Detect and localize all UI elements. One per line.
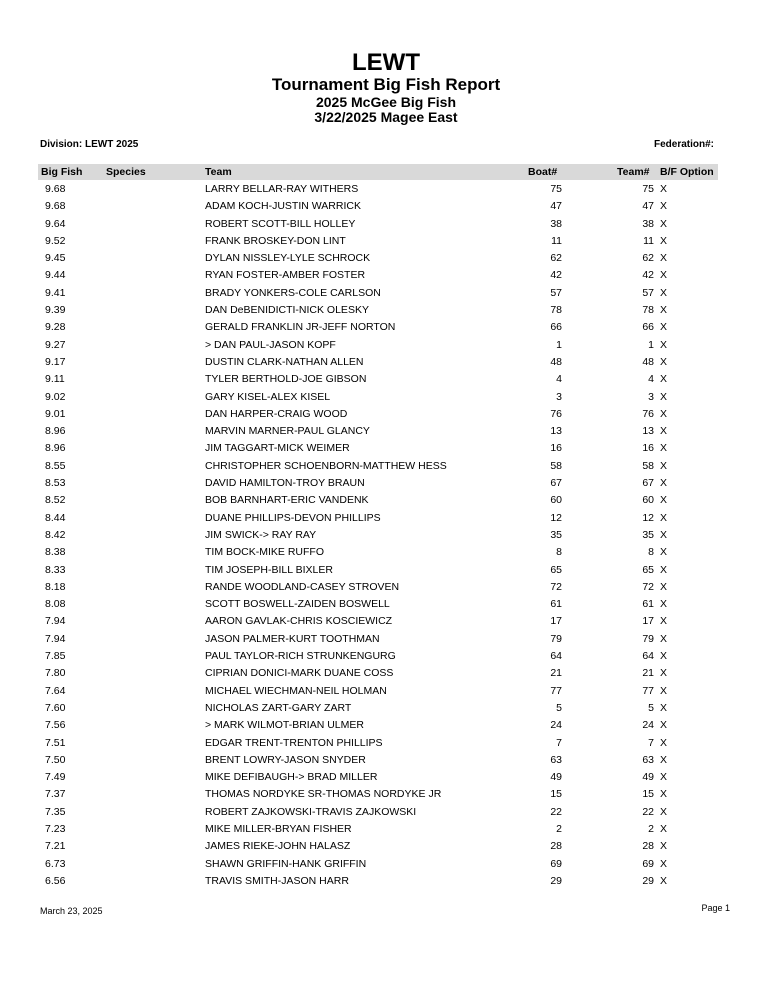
bf-option-cell: X bbox=[660, 667, 668, 680]
division-label: Division: LEWT 2025 bbox=[40, 139, 139, 150]
boat-cell: 29 bbox=[550, 874, 562, 887]
report-subtitle: Tournament Big Fish Report bbox=[271, 75, 501, 94]
boat-cell: 2 bbox=[556, 822, 562, 835]
boat-cell: 7 bbox=[556, 736, 562, 749]
team-num-cell: 78 bbox=[642, 304, 654, 317]
team-num-cell: 60 bbox=[642, 494, 654, 507]
big-fish-cell: 9.01 bbox=[45, 407, 66, 420]
table-row bbox=[0, 527, 772, 544]
team-cell: RYAN FOSTER-AMBER FOSTER bbox=[205, 269, 366, 282]
team-cell: JAMES RIEKE-JOHN HALASZ bbox=[205, 840, 351, 853]
team-cell: MIKE MILLER-BRYAN FISHER bbox=[205, 822, 352, 835]
team-num-cell: 72 bbox=[642, 580, 654, 593]
big-fish-cell: 9.27 bbox=[45, 338, 66, 351]
boat-cell: 35 bbox=[550, 528, 562, 541]
big-fish-cell: 9.68 bbox=[45, 200, 66, 213]
bf-option-cell: X bbox=[660, 442, 668, 455]
table-row bbox=[0, 856, 772, 873]
bf-option-cell: X bbox=[660, 805, 668, 818]
footer-date: March 23, 2025 bbox=[40, 906, 103, 916]
boat-cell: 13 bbox=[550, 425, 562, 438]
big-fish-cell: 7.64 bbox=[45, 684, 66, 697]
big-fish-cell: 7.49 bbox=[45, 771, 66, 784]
team-cell: TRAVIS SMITH-JASON HARR bbox=[205, 874, 349, 887]
team-num-cell: 17 bbox=[642, 615, 654, 628]
bf-option-cell: X bbox=[660, 615, 668, 628]
team-num-cell: 42 bbox=[642, 269, 654, 282]
boat-cell: 11 bbox=[551, 234, 562, 247]
bf-option-cell: X bbox=[660, 407, 668, 420]
team-cell: TIM JOSEPH-BILL BIXLER bbox=[205, 563, 333, 576]
table-row bbox=[0, 302, 772, 319]
big-fish-cell: 8.33 bbox=[45, 563, 66, 576]
table-row bbox=[0, 423, 772, 440]
big-fish-cell: 9.52 bbox=[45, 234, 66, 247]
team-num-cell: 1 bbox=[648, 338, 654, 351]
big-fish-cell: 9.02 bbox=[45, 390, 66, 403]
table-row bbox=[0, 440, 772, 457]
team-num-cell: 79 bbox=[642, 632, 654, 645]
bf-option-cell: X bbox=[660, 546, 668, 559]
team-cell: TIM BOCK-MIKE RUFFO bbox=[205, 546, 324, 559]
team-cell: LARRY BELLAR-RAY WITHERS bbox=[205, 183, 359, 195]
bf-option-cell: X bbox=[660, 874, 668, 887]
team-cell: > DAN PAUL-JASON KOPF bbox=[205, 338, 336, 351]
team-cell: ROBERT SCOTT-BILL HOLLEY bbox=[205, 217, 356, 230]
boat-cell: 17 bbox=[550, 615, 562, 628]
bf-option-cell: X bbox=[660, 563, 668, 576]
big-fish-cell: 8.18 bbox=[45, 580, 66, 593]
big-fish-cell: 7.50 bbox=[45, 753, 66, 766]
team-num-cell: 57 bbox=[642, 286, 654, 299]
team-num-cell: 24 bbox=[642, 719, 654, 732]
boat-cell: 75 bbox=[550, 183, 562, 195]
table-row bbox=[0, 267, 772, 284]
team-num-cell: 28 bbox=[642, 840, 654, 853]
col-big-fish: Big Fish bbox=[41, 166, 83, 178]
bf-option-cell: X bbox=[660, 217, 668, 230]
bf-option-cell: X bbox=[660, 840, 668, 853]
big-fish-cell: 8.08 bbox=[45, 598, 66, 611]
team-cell: CIPRIAN DONICI-MARK DUANE COSS bbox=[205, 667, 394, 680]
team-cell: MICHAEL WIECHMAN-NEIL HOLMAN bbox=[205, 684, 387, 697]
big-fish-cell: 8.38 bbox=[45, 546, 66, 559]
team-num-cell: 22 bbox=[642, 805, 654, 818]
boat-cell: 12 bbox=[550, 511, 562, 524]
big-fish-cell: 9.64 bbox=[45, 217, 66, 230]
boat-cell: 66 bbox=[550, 321, 562, 334]
team-cell: ADAM KOCH-JUSTIN WARRICK bbox=[205, 200, 361, 213]
team-cell: DUSTIN CLARK-NATHAN ALLEN bbox=[205, 355, 364, 368]
big-fish-cell: 8.96 bbox=[45, 442, 66, 455]
table-body bbox=[0, 181, 772, 890]
team-cell: MIKE DEFIBAUGH-> BRAD MILLER bbox=[205, 771, 378, 784]
big-fish-cell: 6.73 bbox=[45, 857, 66, 870]
boat-cell: 61 bbox=[550, 598, 562, 611]
boat-cell: 5 bbox=[556, 701, 562, 714]
team-cell: PAUL TAYLOR-RICH STRUNKENGURG bbox=[205, 650, 396, 663]
table-row bbox=[0, 544, 772, 561]
big-fish-cell: 8.44 bbox=[45, 511, 66, 524]
bf-option-cell: X bbox=[660, 632, 668, 645]
team-num-cell: 76 bbox=[642, 407, 654, 420]
team-num-cell: 4 bbox=[648, 373, 654, 386]
big-fish-cell: 7.35 bbox=[45, 805, 66, 818]
table-row bbox=[0, 458, 772, 475]
big-fish-cell: 9.44 bbox=[45, 269, 66, 282]
team-num-cell: 48 bbox=[642, 355, 654, 368]
team-num-cell: 29 bbox=[642, 874, 654, 887]
bf-option-cell: X bbox=[660, 459, 668, 472]
table-row bbox=[0, 475, 772, 492]
team-num-cell: 35 bbox=[642, 528, 654, 541]
bf-option-cell: X bbox=[660, 373, 668, 386]
team-num-cell: 8 bbox=[648, 546, 654, 559]
big-fish-cell: 9.39 bbox=[45, 304, 66, 317]
event-name: 2025 McGee Big Fish bbox=[315, 94, 457, 110]
big-fish-cell: 9.45 bbox=[45, 252, 66, 265]
col-boat: Boat# bbox=[528, 166, 558, 178]
col-team-num: Team# bbox=[617, 166, 650, 178]
bf-option-cell: X bbox=[660, 719, 668, 732]
team-num-cell: 11 bbox=[643, 234, 654, 247]
table-row bbox=[0, 389, 772, 406]
table-row bbox=[0, 216, 772, 233]
boat-cell: 22 bbox=[550, 805, 562, 818]
big-fish-cell: 7.94 bbox=[45, 615, 66, 628]
big-fish-cell: 8.42 bbox=[45, 528, 66, 541]
boat-cell: 28 bbox=[550, 840, 562, 853]
bf-option-cell: X bbox=[660, 252, 668, 265]
col-bf-option: B/F Option bbox=[660, 166, 714, 178]
table-row bbox=[0, 613, 772, 630]
table-row bbox=[0, 510, 772, 527]
bf-option-cell: X bbox=[660, 771, 668, 784]
bf-option-cell: X bbox=[660, 511, 668, 524]
team-num-cell: 12 bbox=[642, 511, 654, 524]
boat-cell: 16 bbox=[550, 442, 562, 455]
bf-option-cell: X bbox=[660, 355, 668, 368]
boat-cell: 57 bbox=[550, 286, 562, 299]
bf-option-cell: X bbox=[660, 183, 668, 195]
table-row bbox=[0, 683, 772, 700]
big-fish-cell: 8.52 bbox=[45, 494, 66, 507]
bf-option-cell: X bbox=[660, 321, 668, 334]
team-num-cell: 16 bbox=[642, 442, 654, 455]
table-row bbox=[0, 337, 772, 354]
team-num-cell: 3 bbox=[648, 390, 654, 403]
team-num-cell: 67 bbox=[642, 477, 654, 490]
boat-cell: 69 bbox=[550, 857, 562, 870]
boat-cell: 15 bbox=[550, 788, 562, 801]
boat-cell: 4 bbox=[556, 373, 562, 386]
report-title: LEWT bbox=[352, 49, 420, 76]
bf-option-cell: X bbox=[660, 701, 668, 714]
team-cell: EDGAR TRENT-TRENTON PHILLIPS bbox=[205, 736, 383, 749]
bf-option-cell: X bbox=[660, 304, 668, 317]
team-cell: FRANK BROSKEY-DON LINT bbox=[205, 234, 346, 247]
team-cell: DAN HARPER-CRAIG WOOD bbox=[205, 407, 348, 420]
team-num-cell: 38 bbox=[642, 217, 654, 230]
table-row bbox=[0, 735, 772, 752]
big-fish-cell: 9.41 bbox=[45, 286, 66, 299]
page-number: Page 1 bbox=[701, 903, 730, 913]
team-num-cell: 58 bbox=[642, 459, 654, 472]
team-num-cell: 15 bbox=[642, 788, 654, 801]
team-num-cell: 47 bbox=[642, 200, 654, 213]
bf-option-cell: X bbox=[660, 753, 668, 766]
big-fish-cell: 7.94 bbox=[45, 632, 66, 645]
team-num-cell: 63 bbox=[642, 753, 654, 766]
table-row bbox=[0, 631, 772, 648]
big-fish-cell: 9.17 bbox=[45, 355, 66, 368]
team-num-cell: 69 bbox=[642, 857, 654, 870]
team-num-cell: 49 bbox=[642, 771, 654, 784]
boat-cell: 3 bbox=[556, 390, 562, 403]
team-cell: THOMAS NORDYKE SR-THOMAS NORDYKE JR bbox=[205, 788, 442, 801]
table-row bbox=[0, 579, 772, 596]
team-num-cell: 64 bbox=[642, 650, 654, 663]
boat-cell: 24 bbox=[550, 719, 562, 732]
team-num-cell: 61 bbox=[642, 598, 654, 611]
big-fish-cell: 7.23 bbox=[45, 822, 66, 835]
boat-cell: 49 bbox=[550, 771, 562, 784]
bf-option-cell: X bbox=[660, 788, 668, 801]
bf-option-cell: X bbox=[660, 598, 668, 611]
team-cell: TYLER BERTHOLD-JOE GIBSON bbox=[205, 373, 367, 386]
bf-option-cell: X bbox=[660, 425, 668, 438]
bf-option-cell: X bbox=[660, 234, 668, 247]
bf-option-cell: X bbox=[660, 269, 668, 282]
boat-cell: 67 bbox=[550, 477, 562, 490]
boat-cell: 38 bbox=[550, 217, 562, 230]
team-num-cell: 13 bbox=[642, 425, 654, 438]
bf-option-cell: X bbox=[660, 684, 668, 697]
team-cell: JIM SWICK-> RAY RAY bbox=[205, 528, 317, 541]
team-cell: SCOTT BOSWELL-ZAIDEN BOSWELL bbox=[205, 598, 390, 611]
boat-cell: 79 bbox=[550, 632, 562, 645]
boat-cell: 21 bbox=[550, 667, 562, 680]
big-fish-cell: 9.28 bbox=[45, 321, 66, 334]
team-cell: SHAWN GRIFFIN-HANK GRIFFIN bbox=[205, 857, 367, 870]
table-row bbox=[0, 233, 772, 250]
table-row bbox=[0, 406, 772, 423]
team-num-cell: 5 bbox=[648, 701, 654, 714]
team-num-cell: 75 bbox=[642, 183, 654, 195]
team-num-cell: 77 bbox=[642, 684, 654, 697]
team-cell: MARVIN MARNER-PAUL GLANCY bbox=[205, 425, 370, 438]
table-row bbox=[0, 873, 772, 890]
team-cell: CHRISTOPHER SCHOENBORN-MATTHEW HESS bbox=[205, 459, 447, 472]
bf-option-cell: X bbox=[660, 494, 668, 507]
big-fish-cell: 7.56 bbox=[45, 719, 66, 732]
table-row bbox=[0, 354, 772, 371]
boat-cell: 64 bbox=[550, 650, 562, 663]
team-cell: BOB BARNHART-ERIC VANDENK bbox=[205, 494, 369, 507]
boat-cell: 48 bbox=[550, 355, 562, 368]
table-row bbox=[0, 371, 772, 388]
team-num-cell: 7 bbox=[648, 736, 654, 749]
bf-option-cell: X bbox=[660, 580, 668, 593]
big-fish-cell: 7.51 bbox=[45, 736, 66, 749]
team-cell: DYLAN NISSLEY-LYLE SCHROCK bbox=[205, 252, 371, 265]
table-row bbox=[0, 181, 772, 198]
team-cell: DAN DeBENIDICTI-NICK OLESKY bbox=[205, 304, 369, 317]
boat-cell: 58 bbox=[550, 459, 562, 472]
team-cell: DAVID HAMILTON-TROY BRAUN bbox=[205, 477, 365, 490]
table-row bbox=[0, 786, 772, 803]
big-fish-cell: 7.85 bbox=[45, 650, 66, 663]
boat-cell: 63 bbox=[550, 753, 562, 766]
bf-option-cell: X bbox=[660, 338, 668, 351]
team-cell: AARON GAVLAK-CHRIS KOSCIEWICZ bbox=[205, 615, 393, 628]
big-fish-cell: 6.56 bbox=[45, 874, 66, 887]
table-row bbox=[0, 596, 772, 613]
col-species: Species bbox=[106, 166, 146, 178]
boat-cell: 76 bbox=[550, 407, 562, 420]
table-row bbox=[0, 700, 772, 717]
big-fish-cell: 7.37 bbox=[45, 788, 66, 801]
big-fish-cell: 8.55 bbox=[45, 459, 66, 472]
table-row bbox=[0, 752, 772, 769]
team-num-cell: 21 bbox=[642, 667, 654, 680]
big-fish-cell: 7.21 bbox=[45, 840, 66, 853]
table-row bbox=[0, 769, 772, 786]
bf-option-cell: X bbox=[660, 528, 668, 541]
big-fish-cell: 8.53 bbox=[45, 477, 66, 490]
big-fish-cell: 7.60 bbox=[45, 701, 66, 714]
table-row bbox=[0, 717, 772, 734]
table-row bbox=[0, 804, 772, 821]
team-cell: BRENT LOWRY-JASON SNYDER bbox=[205, 753, 366, 766]
bf-option-cell: X bbox=[660, 822, 668, 835]
boat-cell: 77 bbox=[550, 684, 562, 697]
federation-label: Federation#: bbox=[653, 139, 714, 150]
boat-cell: 62 bbox=[550, 252, 562, 265]
bf-option-cell: X bbox=[660, 286, 668, 299]
table-row bbox=[0, 198, 772, 215]
team-cell: ROBERT ZAJKOWSKI-TRAVIS ZAJKOWSKI bbox=[205, 805, 417, 818]
table-row bbox=[0, 285, 772, 302]
table-row bbox=[0, 648, 772, 665]
event-date-location: 3/22/2025 Magee East bbox=[314, 109, 458, 125]
team-cell: JIM TAGGART-MICK WEIMER bbox=[205, 442, 350, 455]
bf-option-cell: X bbox=[660, 736, 668, 749]
table-header bbox=[38, 164, 718, 180]
team-num-cell: 66 bbox=[642, 321, 654, 334]
team-cell: GARY KISEL-ALEX KISEL bbox=[205, 390, 331, 403]
table-row bbox=[0, 250, 772, 267]
team-cell: RANDE WOODLAND-CASEY STROVEN bbox=[205, 580, 400, 593]
team-num-cell: 62 bbox=[642, 252, 654, 265]
boat-cell: 8 bbox=[556, 546, 562, 559]
table-row bbox=[0, 665, 772, 682]
big-fish-cell: 8.96 bbox=[45, 425, 66, 438]
table-row bbox=[0, 562, 772, 579]
bf-option-cell: X bbox=[660, 857, 668, 870]
table-row bbox=[0, 821, 772, 838]
big-fish-cell: 7.80 bbox=[45, 667, 66, 680]
table-row bbox=[0, 492, 772, 509]
big-fish-cell: 9.11 bbox=[45, 373, 65, 386]
team-cell: DUANE PHILLIPS-DEVON PHILLIPS bbox=[205, 511, 381, 524]
team-cell: JASON PALMER-KURT TOOTHMAN bbox=[205, 632, 380, 645]
boat-cell: 42 bbox=[550, 269, 562, 282]
bf-option-cell: X bbox=[660, 390, 668, 403]
bf-option-cell: X bbox=[660, 477, 668, 490]
team-cell: NICHOLAS ZART-GARY ZART bbox=[205, 701, 352, 714]
boat-cell: 47 bbox=[550, 200, 562, 213]
big-fish-cell: 9.68 bbox=[45, 183, 66, 195]
team-cell: BRADY YONKERS-COLE CARLSON bbox=[205, 286, 381, 299]
boat-cell: 78 bbox=[550, 304, 562, 317]
boat-cell: 60 bbox=[550, 494, 562, 507]
bf-option-cell: X bbox=[660, 650, 668, 663]
boat-cell: 1 bbox=[556, 338, 562, 351]
table-row bbox=[0, 319, 772, 336]
team-cell: GERALD FRANKLIN JR-JEFF NORTON bbox=[205, 321, 396, 334]
boat-cell: 72 bbox=[550, 580, 562, 593]
table-row bbox=[0, 838, 772, 855]
col-team: Team bbox=[205, 166, 232, 178]
bf-option-cell: X bbox=[660, 200, 668, 213]
boat-cell: 65 bbox=[550, 563, 562, 576]
team-cell: > MARK WILMOT-BRIAN ULMER bbox=[205, 719, 364, 732]
team-num-cell: 2 bbox=[648, 822, 654, 835]
team-num-cell: 65 bbox=[642, 563, 654, 576]
